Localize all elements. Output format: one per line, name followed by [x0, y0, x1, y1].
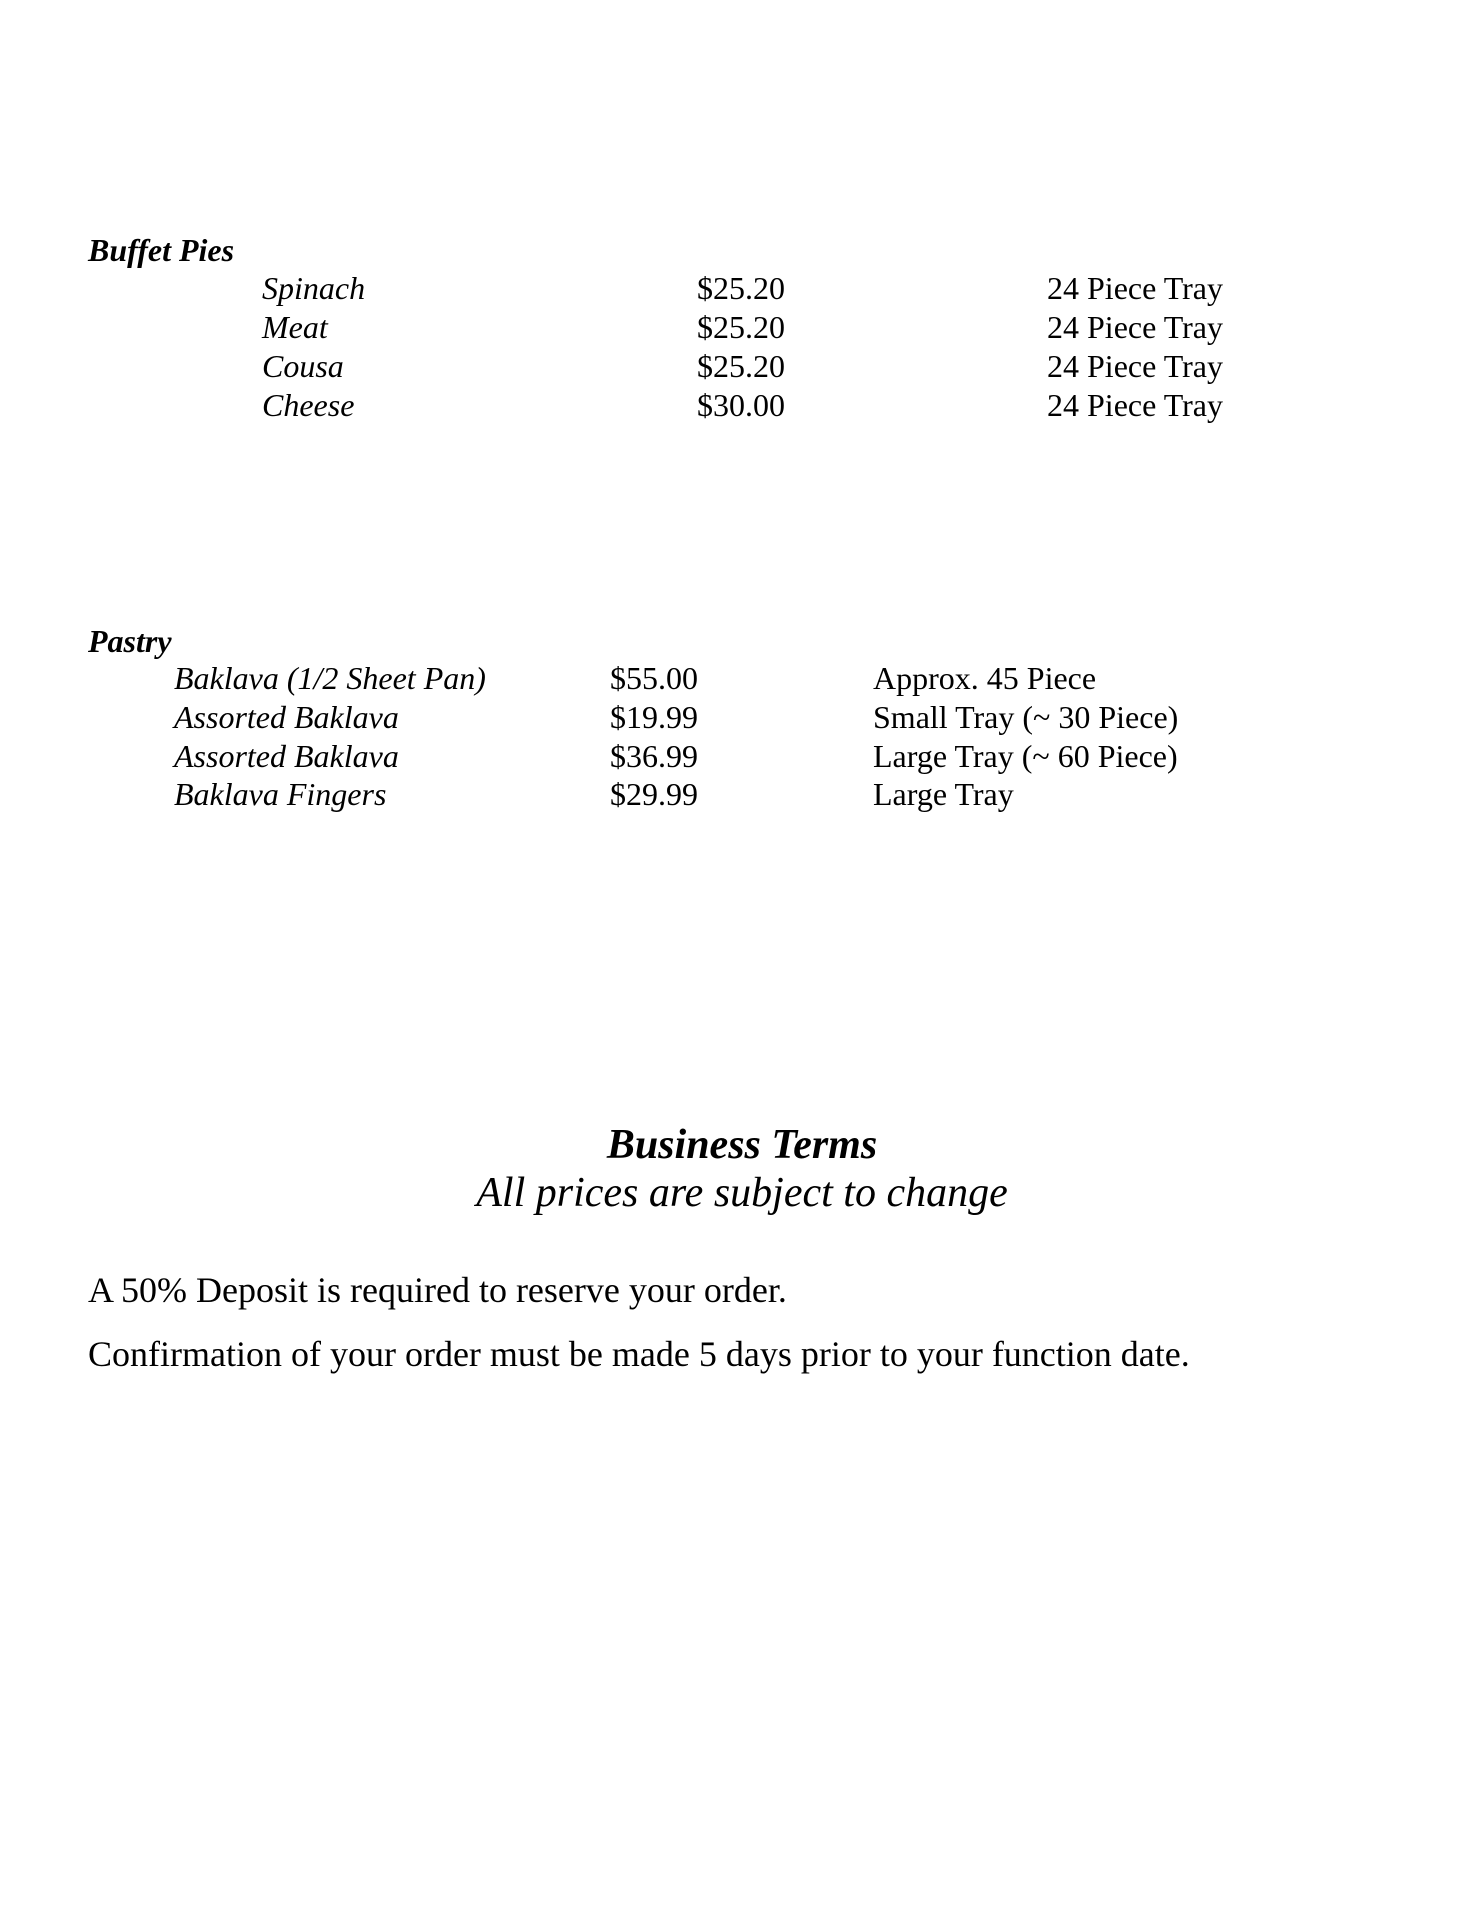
item-name: Baklava Fingers — [174, 776, 387, 812]
menu-item-row — [0, 389, 1484, 429]
buffet-pies-heading: Buffet Pies — [88, 232, 235, 268]
item-price: $30.00 — [697, 387, 785, 423]
item-size: Small Tray (~ 30 Piece) — [873, 699, 1179, 735]
item-name: Cousa — [262, 348, 344, 384]
item-size: 24 Piece Tray — [1047, 309, 1223, 345]
terms-confirmation-text: Confirmation of your order must be made 5 days prior to your function date. — [88, 1334, 1190, 1374]
menu-item-row — [0, 311, 1484, 351]
menu-item-row — [0, 740, 1484, 780]
business-terms-subtitle: All prices are subject to change — [476, 1170, 1008, 1216]
item-name: Assorted Baklava — [174, 699, 399, 735]
item-price: $19.99 — [610, 699, 698, 735]
item-size: 24 Piece Tray — [1047, 270, 1223, 306]
menu-item-row — [0, 272, 1484, 312]
item-size: 24 Piece Tray — [1047, 387, 1223, 423]
terms-deposit-text: A 50% Deposit is required to reserve your order. — [88, 1270, 787, 1310]
item-price: $36.99 — [610, 738, 698, 774]
business-terms-heading: Business Terms — [606, 1122, 878, 1168]
item-name: Assorted Baklava — [174, 738, 399, 774]
pastry-heading: Pastry — [88, 623, 172, 659]
item-price: $25.20 — [697, 348, 785, 384]
item-name: Cheese — [262, 387, 355, 423]
menu-item-row — [0, 778, 1484, 818]
item-price: $25.20 — [697, 309, 785, 345]
item-size: Approx. 45 Piece — [873, 660, 1097, 696]
item-price: $55.00 — [610, 660, 698, 696]
menu-item-row — [0, 350, 1484, 390]
menu-item-row — [0, 662, 1484, 702]
item-size: 24 Piece Tray — [1047, 348, 1223, 384]
item-size: Large Tray (~ 60 Piece) — [873, 738, 1178, 774]
item-price: $25.20 — [697, 270, 785, 306]
item-price: $29.99 — [610, 776, 698, 812]
item-name: Baklava (1/2 Sheet Pan) — [174, 660, 486, 696]
item-size: Large Tray — [873, 776, 1014, 812]
item-name: Spinach — [262, 270, 366, 306]
item-name: Meat — [262, 309, 328, 345]
menu-item-row — [0, 701, 1484, 741]
